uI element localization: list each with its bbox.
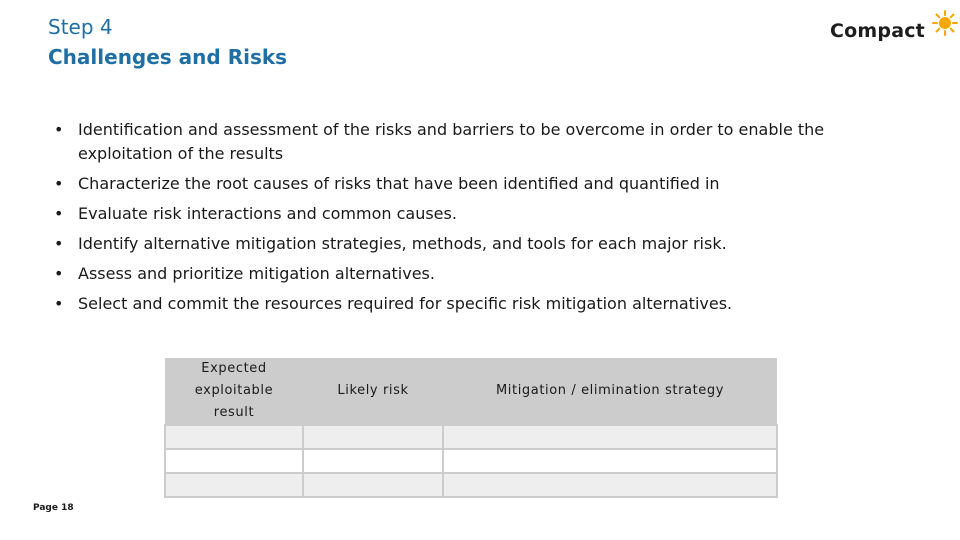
- table-row: [165, 449, 777, 473]
- bullet-marker: •: [54, 234, 64, 253]
- slide-title-heading: Challenges and Risks: [48, 45, 288, 69]
- table-row: [165, 425, 777, 449]
- bullet-item: [50, 118, 850, 166]
- sun-icon: [932, 10, 958, 36]
- bullet-text: Characterize the root causes of risks that have been identified and quantified in: [78, 174, 720, 193]
- table-cell[interactable]: [303, 449, 443, 473]
- table-cell[interactable]: [165, 425, 303, 449]
- table-row: [165, 473, 777, 497]
- bullet-marker: •: [54, 174, 64, 193]
- column-header-result: [165, 358, 303, 425]
- bullet-marker: •: [54, 264, 64, 283]
- page-number: Page 18: [33, 503, 74, 513]
- table-header-row: [165, 358, 777, 425]
- bullet-item: [50, 202, 850, 226]
- table-cell[interactable]: [443, 425, 777, 449]
- bullet-item: [50, 172, 850, 196]
- table-cell[interactable]: [165, 473, 303, 497]
- table-cell[interactable]: [443, 473, 777, 497]
- bullet-text: Evaluate risk interactions and common causes.: [78, 204, 457, 223]
- bullet-item: [50, 292, 850, 316]
- bullet-item: [50, 262, 850, 286]
- bullet-text: Select and commit the resources required for specific risk mitigation alternatives.: [78, 294, 733, 313]
- bullet-text: Identify alternative mitigation strategies, methods, and tools for each major risk.: [78, 234, 727, 253]
- bullet-list: [50, 118, 850, 322]
- column-header-result-label: Expected exploitable result: [194, 361, 274, 420]
- compact-logo: [830, 10, 958, 46]
- table-cell[interactable]: [303, 425, 443, 449]
- bullet-marker: •: [54, 294, 64, 313]
- column-header-risk: Likely risk: [303, 358, 443, 425]
- slide-title: [48, 12, 287, 72]
- table-cell[interactable]: [165, 449, 303, 473]
- bullet-marker: •: [54, 204, 64, 223]
- bullet-item: [50, 232, 850, 256]
- bullet-text: Assess and prioritize mitigation alternatives.: [78, 264, 435, 283]
- logo-text: Compact: [830, 20, 925, 42]
- risk-table: [164, 358, 778, 498]
- table-cell[interactable]: [443, 449, 777, 473]
- bullet-marker: •: [54, 120, 64, 139]
- slide-title-step: Step 4: [48, 15, 113, 39]
- column-header-mitigation: Mitigation / elimination strategy: [443, 358, 777, 425]
- bullet-text: Identification and assessment of the risks and barriers to be overcome in order to enable the exploitation of the results: [78, 120, 825, 163]
- table-cell[interactable]: [303, 473, 443, 497]
